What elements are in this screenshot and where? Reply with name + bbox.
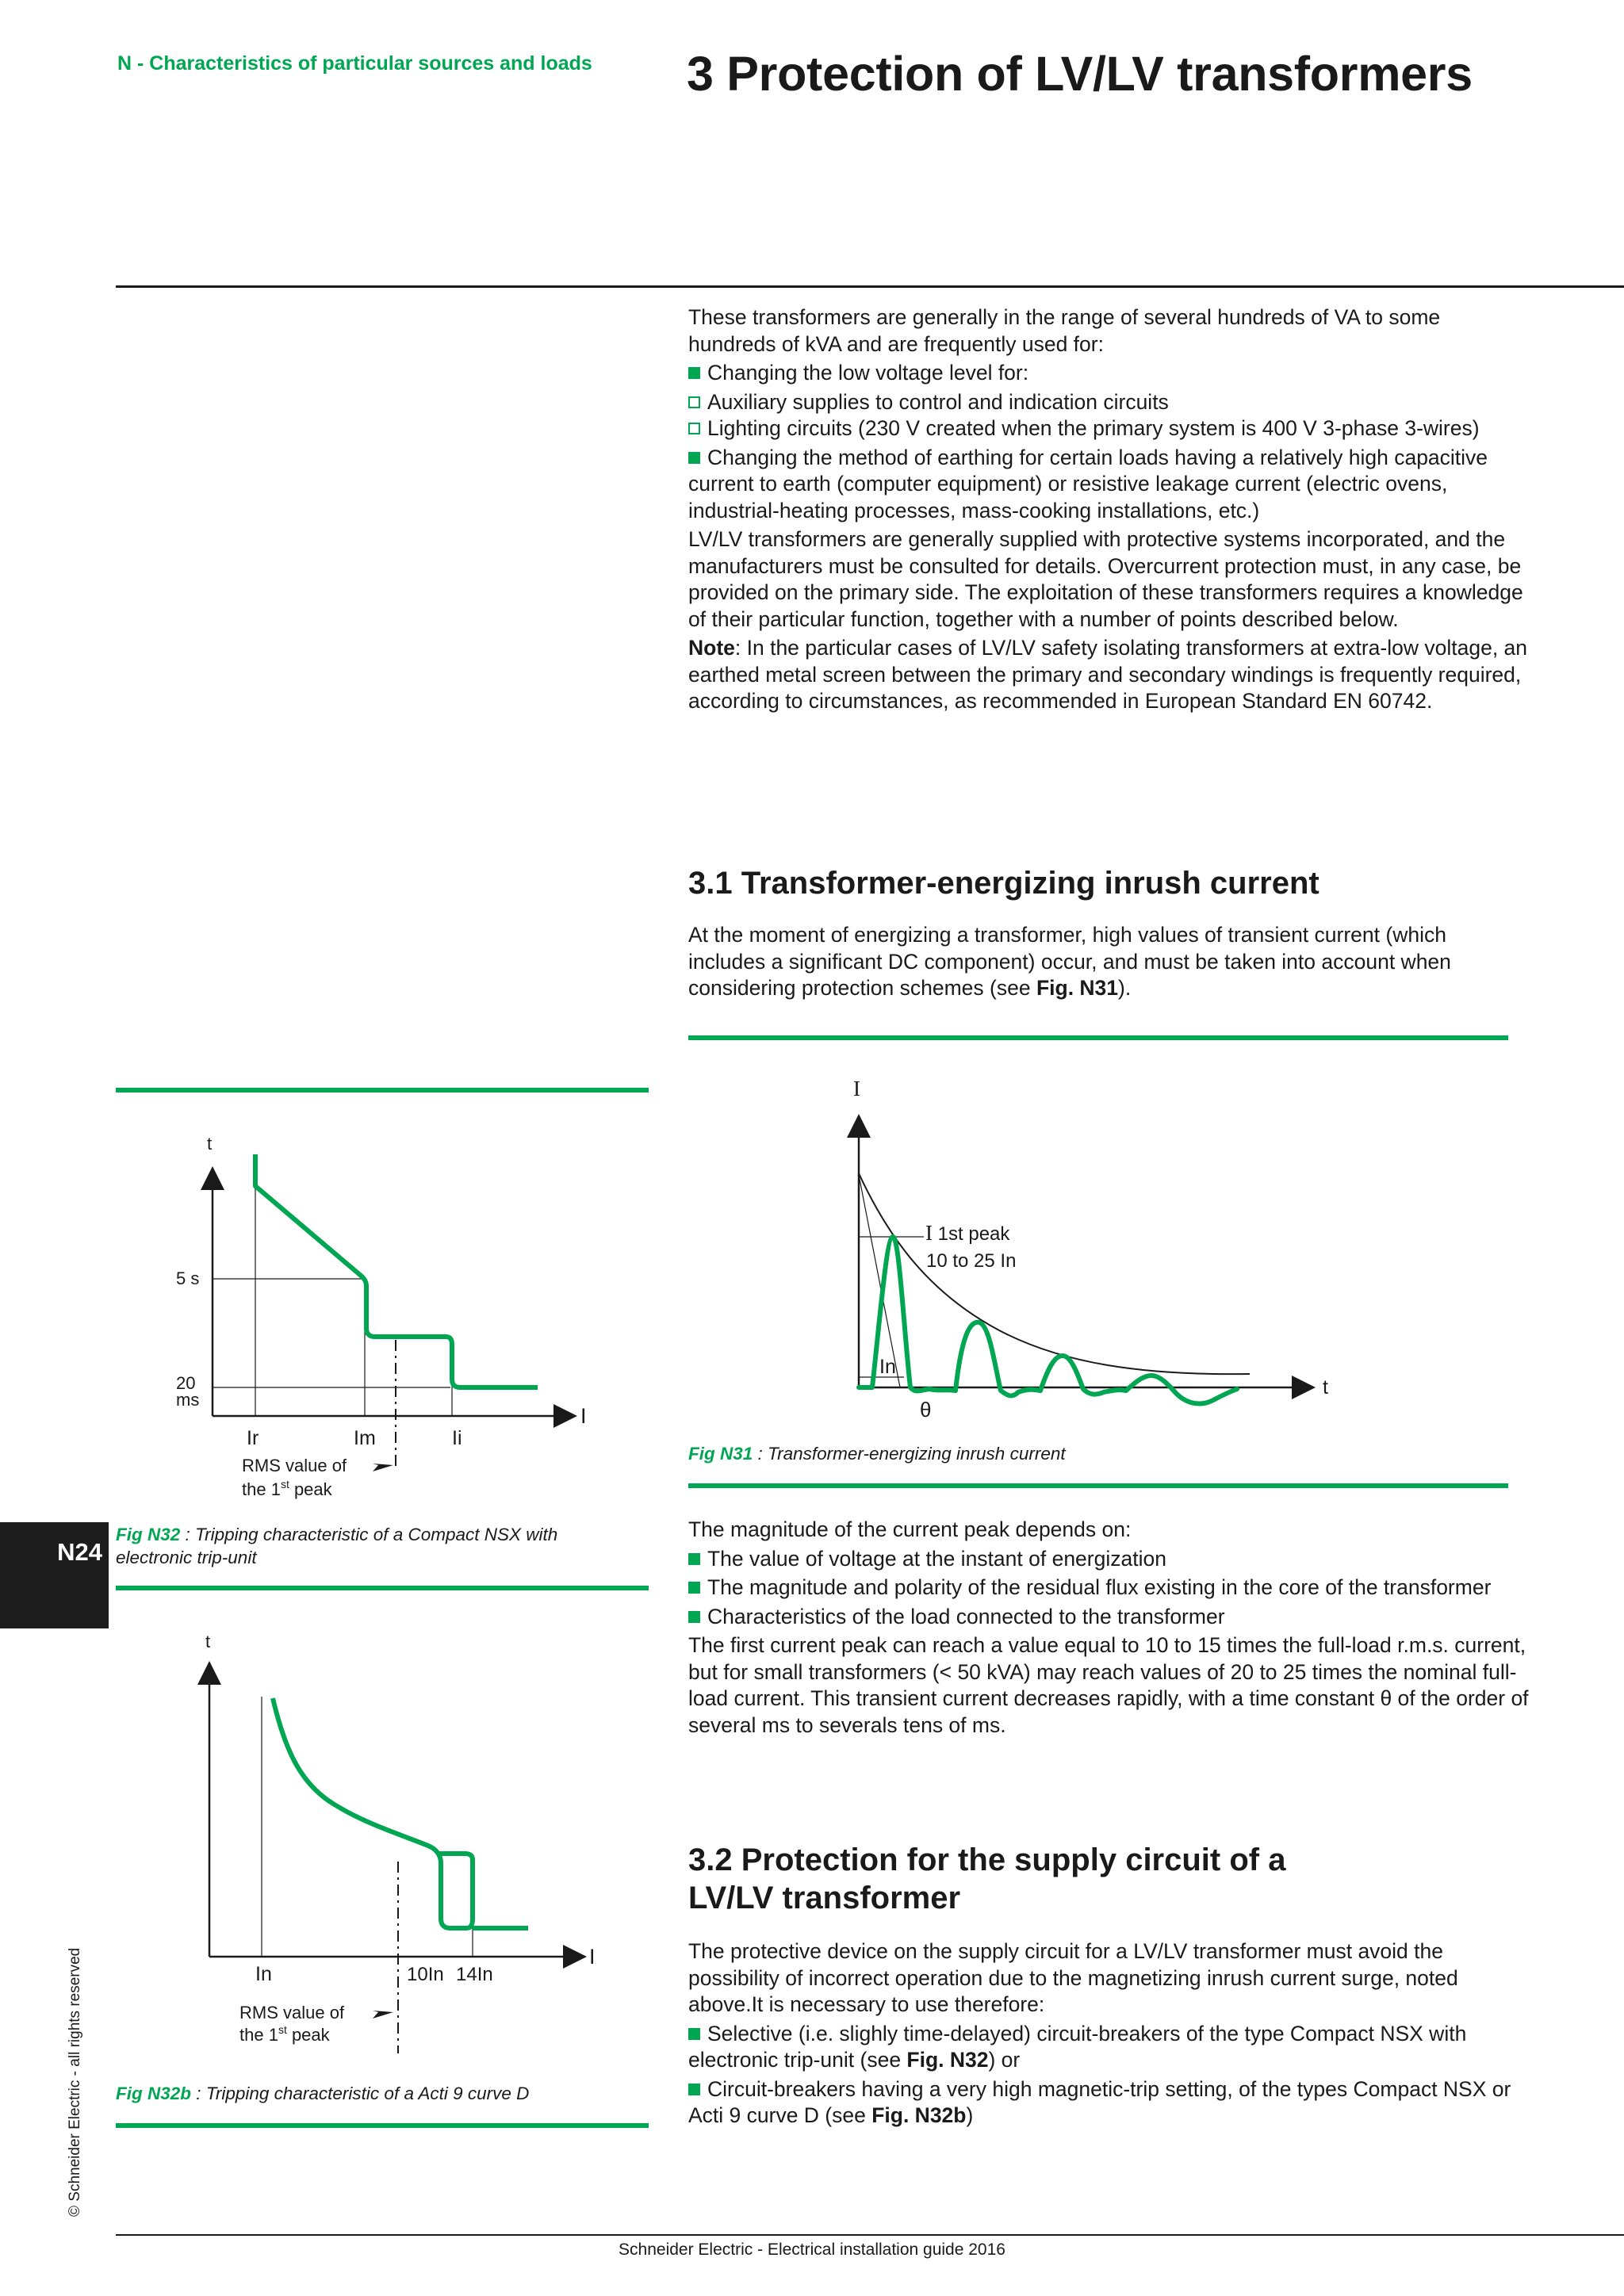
intro-paragraph: These transformers are generally in the range of several hundreds of VA to some hundreds of kVA and are frequently used for: bbox=[688, 305, 1441, 356]
y-axis-label: t bbox=[207, 1134, 213, 1154]
figure-rule bbox=[688, 1035, 1508, 1040]
figure-n32b-tripping-characteristic bbox=[151, 1625, 642, 2053]
bullet-square-icon bbox=[688, 1611, 700, 1623]
section-3-2-text bbox=[688, 1938, 1529, 2132]
peak-label: I 1st peak bbox=[925, 1221, 1010, 1245]
figure-reference: Fig. N31 bbox=[1036, 976, 1119, 1000]
bullet-item: The magnitude and polarity of the residual flux existing in the core of the transformer bbox=[688, 1575, 1529, 1601]
footer-rule bbox=[116, 2234, 1624, 2236]
chapter-title: 3 Protection of LV/LV transformers bbox=[687, 47, 1473, 101]
intro-text bbox=[688, 304, 1529, 718]
sub-bullet-item: Auxiliary supplies to control and indication circuits bbox=[688, 389, 1529, 416]
section-3-1-text: At the moment of energizing a transformer, high values of transient current (which includes a significant DC component) occur, and must be taken into account when considering protection schemes (see Fig. N31). bbox=[688, 923, 1451, 1000]
bullet-square-icon bbox=[688, 367, 700, 379]
figure-n31-inrush-current bbox=[825, 1078, 1348, 1427]
note-paragraph: Note: In the particular cases of LV/LV safety isolating transformers at extra-low voltage, an earthed metal screen between the primary and secondary windings is frequently required, according to circumstances, as recommended in European Standard EN 60742. bbox=[688, 636, 1528, 713]
y-axis-label: t bbox=[205, 1632, 211, 1651]
x-axis-label: I bbox=[580, 1404, 587, 1428]
rms-label-line1: RMS value of bbox=[239, 2003, 345, 2022]
figure-rule bbox=[116, 1586, 649, 1590]
footer-text: Schneider Electric - Electrical installation guide 2016 bbox=[619, 2241, 1005, 2259]
rms-label-line2: the 1st peak bbox=[242, 1478, 332, 1499]
copyright-notice: © Schneider Electric - all rights reserved bbox=[67, 1947, 83, 2217]
x-tick-10in: 10In bbox=[407, 1964, 444, 1985]
x-tick-ii: Ii bbox=[452, 1427, 462, 1449]
x-axis-label: t bbox=[1323, 1376, 1328, 1399]
x-tick-im: Im bbox=[354, 1427, 376, 1449]
sub-bullet-item: Lighting circuits (230 V created when the primary system is 400 V 3-phase 3-wires) bbox=[688, 415, 1529, 442]
bullet-square-icon bbox=[688, 1582, 700, 1594]
figure-caption-n32: Fig N32 : Tripping characteristic of a Compact NSX with electronic trip-unit bbox=[116, 1525, 558, 1567]
figure-rule bbox=[116, 1088, 649, 1093]
rms-pointer-arrow bbox=[373, 1464, 393, 1471]
magnitude-intro: The magnitude of the current peak depends on: bbox=[688, 1517, 1132, 1541]
tripping-curve bbox=[273, 1698, 528, 1928]
open-square-icon bbox=[688, 423, 700, 434]
rms-pointer-arrow bbox=[373, 2011, 393, 2019]
bullet-square-icon bbox=[688, 2084, 700, 2095]
x-tick-14in: 14In bbox=[456, 1964, 493, 1985]
y-tick-20: 20 bbox=[176, 1373, 196, 1393]
y-tick-5s: 5 s bbox=[176, 1269, 200, 1288]
bullet-item: Characteristics of the load connected to the transformer bbox=[688, 1604, 1529, 1631]
bullet-square-icon bbox=[688, 452, 700, 464]
open-square-icon bbox=[688, 396, 700, 408]
magnitude-text bbox=[688, 1517, 1529, 1741]
bullet-square-icon bbox=[688, 1553, 700, 1565]
figure-caption-n31: Fig N31 : Transformer-energizing inrush current bbox=[688, 1444, 1066, 1464]
header-rule bbox=[116, 285, 1624, 288]
y-axis-label: I bbox=[853, 1078, 860, 1100]
page-number: N24 bbox=[57, 1538, 102, 1566]
rms-label-line1: RMS value of bbox=[242, 1456, 347, 1475]
bullet-item: Selective (i.e. slighly time-delayed) circuit-breakers of the type Compact NSX with electronic trip-unit (see Fig. N32) or bbox=[688, 2021, 1467, 2072]
figure-caption-n32b: Fig N32b : Tripping characteristic of a Acti 9 curve D bbox=[116, 2084, 530, 2103]
bullet-square-icon bbox=[688, 2028, 700, 2040]
section-heading-3-1: 3.1 Transformer-energizing inrush current bbox=[688, 866, 1320, 901]
peak-range-label: 10 to 25 In bbox=[926, 1250, 1017, 1272]
figure-rule bbox=[688, 1483, 1508, 1488]
x-tick-ir: Ir bbox=[247, 1427, 259, 1449]
y-tick-ms: ms bbox=[176, 1390, 200, 1410]
bullet-item: The value of voltage at the instant of energization bbox=[688, 1546, 1529, 1573]
rms-label-line2: the 1st peak bbox=[239, 2023, 330, 2045]
page-number-tab bbox=[0, 1522, 109, 1628]
section-tag: N - Characteristics of particular sources and loads bbox=[117, 52, 592, 75]
nominal-current-label: In bbox=[879, 1356, 896, 1378]
figure-reference: Fig. N32b bbox=[871, 2103, 967, 2127]
figure-reference: Fig. N32 bbox=[906, 2048, 989, 2072]
section-heading-3-2: 3.2 Protection for the supply circuit of a LV/LV transformer bbox=[688, 1843, 1286, 1915]
bullet-item: Changing the low voltage level for: bbox=[688, 360, 1529, 387]
bullet-item: Changing the method of earthing for certain loads having a relatively high capacitive current to earth (computer equipment) or resistive leakage current (electric ovens, industrial-heating processes, mass-cooking installations, etc.) bbox=[688, 445, 1488, 522]
figure-n32-tripping-characteristic bbox=[151, 1126, 642, 1506]
time-constant-label: θ bbox=[920, 1398, 932, 1422]
inrush-current-waveform bbox=[859, 1237, 1237, 1403]
x-axis-label: I bbox=[589, 1945, 596, 1969]
x-tick-in: In bbox=[255, 1963, 272, 1985]
intro-paragraph: LV/LV transformers are generally supplied with protective systems incorporated, and the manufacturers must be consulted for details. Overcurrent protection must, in any case, be provided on the primary side. The exploitation of these transformers requires a knowledge of their particular function, together with a number of points described below. bbox=[688, 527, 1523, 631]
section-3-2-paragraph: The protective device on the supply circuit for a LV/LV transformer must avoid the possibility of incorrect operation due to the magnetizing inrush current surge, noted above.It is necessary to use therefore: bbox=[688, 1939, 1458, 2016]
decay-envelope-curve bbox=[859, 1173, 1250, 1374]
magnitude-paragraph: The first current peak can reach a value equal to 10 to 15 times the full-load r.m.s. current, but for small transformers (< 50 kVA) may reach values of 20 to 25 times the nominal full-load current. This transient current decreases rapidly, with a time constant θ of the order of several ms to severals tens of ms. bbox=[688, 1633, 1529, 1737]
figure-rule bbox=[116, 2123, 649, 2128]
bullet-item: Circuit-breakers having a very high magnetic-trip setting, of the types Compact NSX or Acti 9 curve D (see Fig. N32b) bbox=[688, 2076, 1511, 2127]
tripping-curve bbox=[255, 1154, 538, 1387]
